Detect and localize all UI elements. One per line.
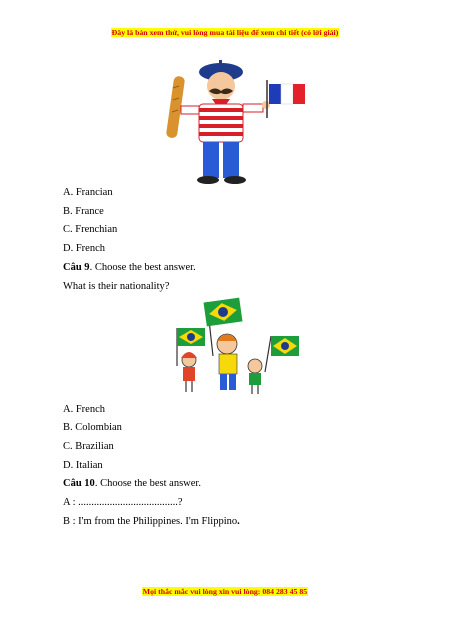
q9-option-c: C. Brazilian bbox=[63, 441, 114, 452]
contact-notice bbox=[0, 587, 450, 596]
q8-option-d: D. French bbox=[63, 243, 105, 254]
q8-option-b: B. France bbox=[63, 206, 104, 217]
brazil-flag-icon bbox=[265, 336, 299, 372]
q9-instruction: . Choose the best answer. bbox=[89, 262, 196, 273]
q9-question: What is their nationality? bbox=[63, 281, 170, 292]
q8-option-c: C. Frenchian bbox=[63, 224, 118, 235]
q10-label: Câu 10 bbox=[63, 478, 95, 489]
contact-notice-text: Mọi thắc mắc vui lòng xin vui lòng: 084 283 45 85 bbox=[142, 587, 308, 596]
q9-option-a: A. French bbox=[63, 404, 105, 415]
q10-heading bbox=[63, 478, 201, 490]
q10-instruction: . Choose the best answer. bbox=[94, 478, 201, 489]
q9-label: Câu 9 bbox=[63, 262, 90, 273]
q9-heading bbox=[63, 262, 196, 274]
french-man-illustration bbox=[165, 58, 310, 186]
q9-option-b: B. Colombian bbox=[63, 422, 122, 433]
q10-line-b bbox=[63, 516, 240, 528]
preview-notice bbox=[0, 28, 450, 37]
preview-notice-text: Đây là bản xem thử, vui lòng mua tài liệu để xem chi tiết (có lời giải) bbox=[111, 28, 339, 37]
france-flag-icon bbox=[267, 80, 305, 118]
q9-option-d: D. Italian bbox=[63, 460, 103, 471]
q10-line-a: A : ......................................? bbox=[63, 497, 183, 508]
q10-line-b-text: B : I'm from the Philippines. I'm Flippino bbox=[63, 516, 238, 527]
q10-line-b-end: . bbox=[237, 516, 240, 527]
striped-shirt bbox=[181, 101, 270, 142]
brazilian-family-illustration bbox=[173, 296, 303, 398]
q8-option-a: A. Francian bbox=[63, 187, 113, 198]
